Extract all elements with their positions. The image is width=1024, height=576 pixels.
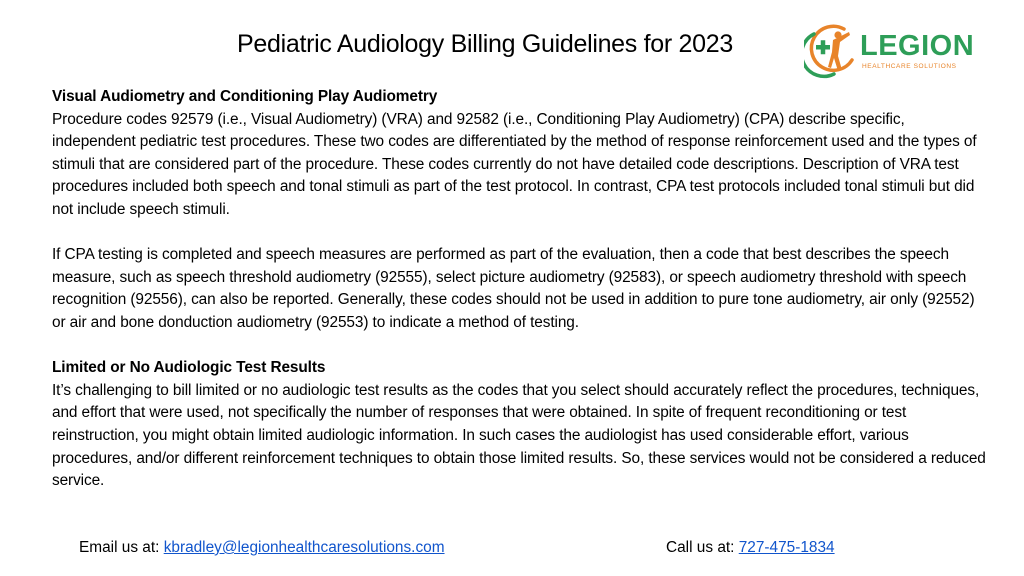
email-label: Email us at:	[79, 539, 164, 556]
phone-link[interactable]: 727-475-1834	[738, 539, 835, 556]
section-paragraph: If CPA testing is completed and speech measures are performed as part of the evaluation, then a code that best describes the speech measure, such as speech threshold audiometry (92555), select picture audiometry (92583), or speech audiometry threshold with speech recognition (92556), can also be reported. Generally, these codes should not be used in addition to pure tone audiometry, air only (92552) or air and bone donduction audiometry (92553) to indicate a method of testing.	[52, 246, 975, 331]
section-heading-limited-results: Limited or No Audiologic Test Results	[52, 359, 326, 377]
document-body	[52, 86, 992, 493]
logo-subtitle: HEALTHCARE SOLUTIONS	[862, 63, 957, 70]
paragraph-spacer	[52, 222, 992, 245]
legion-logo	[804, 20, 984, 80]
legion-emblem-icon	[804, 20, 858, 80]
footer-phone	[666, 539, 835, 557]
section-paragraph: Procedure codes 92579 (i.e., Visual Audiometry) (VRA) and 92582 (i.e., Conditioning Play Audiometry) (CPA) describe specific, independent pediatric test procedures. These two codes are differentiated by the method of response reinforcement used and the types of stimuli that are considered part of the procedure. These codes currently do not have detailed code descriptions. Description of VRA test procedures included both speech and tonal stimuli as part of the test protocol. In contrast, CPA test protocols included tonal stimuli but did not include speech stimuli.	[52, 110, 977, 218]
email-link[interactable]: kbradley@legionhealthcaresolutions.com	[163, 539, 445, 556]
phone-label: Call us at:	[666, 539, 739, 556]
section-heading-visual-audiometry: Visual Audiometry and Conditioning Play Audiometry	[52, 88, 438, 105]
section-paragraph: It’s challenging to bill limited or no audiologic test results as the codes that you select should accurately reflect the procedures, techniques, and effort that were used, not specifically the number of responses that were obtained. In spite of frequent reconditioning or test reinstruction, you might obtain limited audiologic information. In such cases the audiologist has used considerable effort, various procedures, and/or different reinforcement techniques to obtain those limited results. So, these services would not be considered a reduced service.	[52, 381, 986, 490]
footer-email	[79, 539, 445, 557]
logo-wordmark: LEGION	[860, 30, 975, 62]
paragraph-spacer	[52, 335, 992, 358]
page-title: Pediatric Audiology Billing Guidelines for 2023	[237, 30, 733, 58]
